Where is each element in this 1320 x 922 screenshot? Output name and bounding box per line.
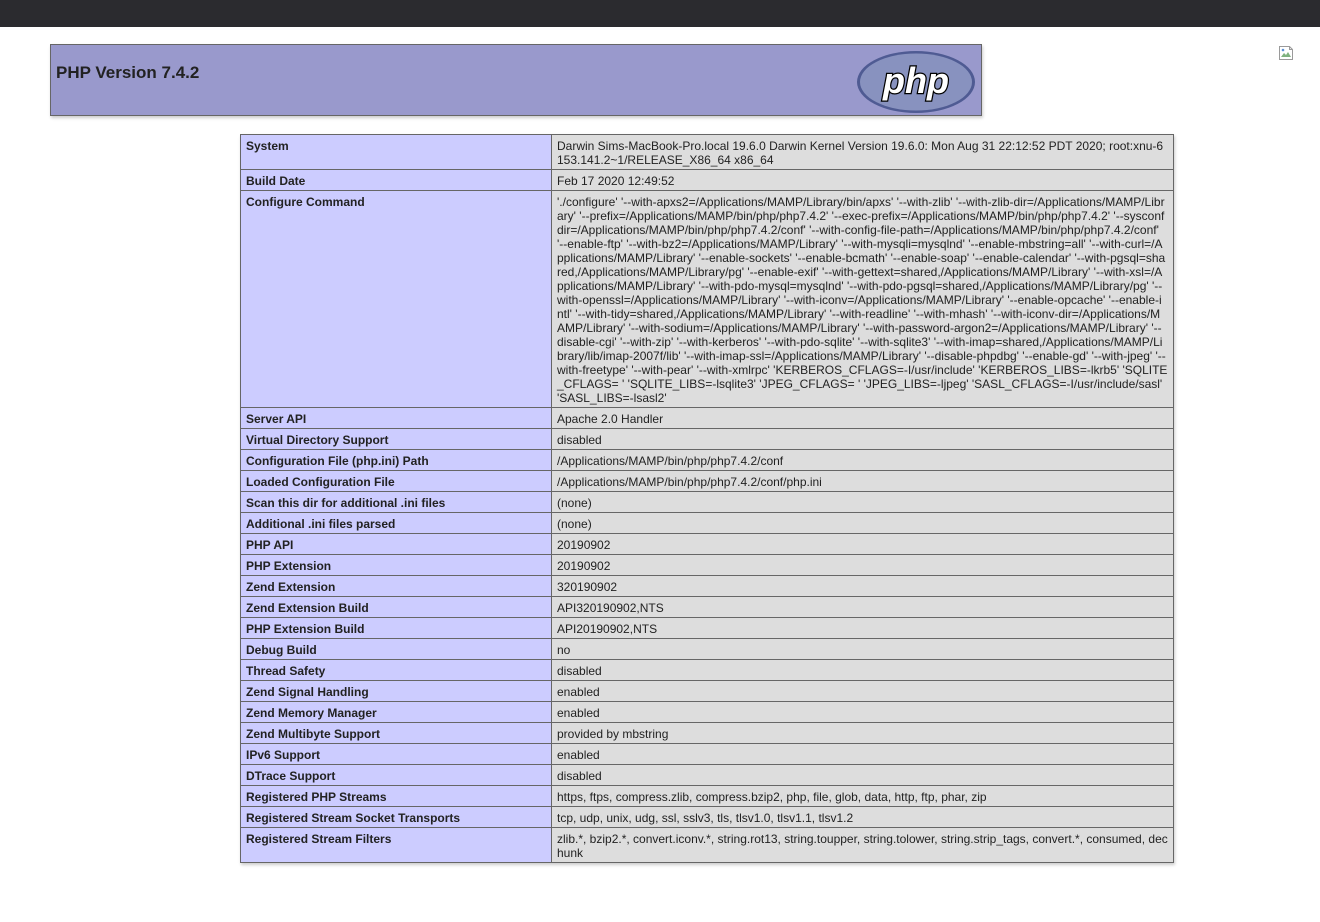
info-row	[241, 135, 1174, 170]
info-row	[241, 471, 1174, 492]
info-row-label: System	[241, 135, 552, 170]
info-row-label: Virtual Directory Support	[241, 429, 552, 450]
info-row	[241, 660, 1174, 681]
info-row	[241, 828, 1174, 863]
info-row-value: no	[552, 639, 1174, 660]
info-row	[241, 492, 1174, 513]
info-row-label: Configuration File (php.ini) Path	[241, 450, 552, 471]
info-row-label: PHP Extension	[241, 555, 552, 576]
info-row-value: /Applications/MAMP/bin/php/php7.4.2/conf	[552, 450, 1174, 471]
broken-image-icon	[1278, 45, 1294, 61]
info-row-value: https, ftps, compress.zlib, compress.bzip2, php, file, glob, data, http, ftp, phar, zip	[552, 786, 1174, 807]
info-row-label: Scan this dir for additional .ini files	[241, 492, 552, 513]
info-row-value: (none)	[552, 513, 1174, 534]
info-row	[241, 513, 1174, 534]
info-row-label: PHP Extension Build	[241, 618, 552, 639]
info-row-value: disabled	[552, 765, 1174, 786]
info-row-label: Thread Safety	[241, 660, 552, 681]
info-row	[241, 807, 1174, 828]
info-row-value: 20190902	[552, 555, 1174, 576]
info-row	[241, 786, 1174, 807]
info-row-label: Registered Stream Socket Transports	[241, 807, 552, 828]
info-row	[241, 639, 1174, 660]
info-row-value: './configure' '--with-apxs2=/Applications/MAMP/Library/bin/apxs' '--with-zlib' '--with-zlib-dir=/Applications/MAMP/Library' '--prefix=/Applications/MAMP/bin/php/php7.4.2' '--exec-prefix=/Applications/MAMP/bin/php/php7.4.2' '--sysconfdir=/Applications/MAMP/bin/php/php7.4.2/conf' '--with-config-file-path=/Applications/MAMP/bin/php/php7.4.2/conf' '--enable-ftp' '--with-bz2=/Applications/MAMP/Library' '--with-mysqli=mysqlnd' '--enable-mbstring=all' '--with-curl=/Applications/MAMP/Library' '--enable-sockets' '--enable-bcmath' '--enable-soap' '--enable-calendar' '--with-pgsql=shared,/Applications/MAMP/Library/pg' '--enable-exif' '--with-gettext=shared,/Applications/MAMP/Library' '--with-xsl=/Applications/MAMP/Library' '--with-pdo-mysql=mysqlnd' '--with-pdo-pgsql=shared,/Applications/MAMP/Library/pg' '--with-openssl=/Applications/MAMP/Library' '--with-iconv=/Applications/MAMP/Library' '--enable-opcache' '--enable-intl' '--with-tidy=shared,/Applications/MAMP/Library' '--with-readline' '--with-mhash' '--with-iconv-dir=/Applications/MAMP/Library' '--with-sodium=/Applications/MAMP/Library' '--with-password-argon2=/Applications/MAMP/Library' '--disable-cgi' '--with-zip' '--with-kerberos' '--with-pdo-sqlite' '--with-sqlite3' '--with-imap=shared,/Applications/MAMP/Library/lib/imap-2007f/lib' '--with-imap-ssl=/Applications/MAMP/Library' '--disable-phpdbg' '--enable-gd' '--with-jpeg' '--with-freetype' '--with-pear' '--with-xmlrpc' 'KERBEROS_CFLAGS=-I/usr/include' 'KERBEROS_LIBS=-lkrb5' 'SQLITE_CFLAGS= ' 'SQLITE_LIBS=-lsqlite3' 'JPEG_CFLAGS= ' 'JPEG_LIBS=-ljpeg' 'SASL_CFLAGS=-I/usr/include/sasl' 'SASL_LIBS=-lsasl2'	[552, 191, 1174, 408]
info-row-value: (none)	[552, 492, 1174, 513]
info-row	[241, 618, 1174, 639]
info-row-value: disabled	[552, 429, 1174, 450]
info-row	[241, 597, 1174, 618]
info-row-value: 320190902	[552, 576, 1174, 597]
info-row-label: Registered Stream Filters	[241, 828, 552, 863]
info-row-value: enabled	[552, 744, 1174, 765]
info-row-label: DTrace Support	[241, 765, 552, 786]
info-row-label: Server API	[241, 408, 552, 429]
info-row-label: IPv6 Support	[241, 744, 552, 765]
info-row	[241, 744, 1174, 765]
info-row-label: Zend Extension Build	[241, 597, 552, 618]
info-row	[241, 681, 1174, 702]
info-row	[241, 723, 1174, 744]
info-row	[241, 408, 1174, 429]
info-row-value: API20190902,NTS	[552, 618, 1174, 639]
php-logo-text: php	[883, 60, 949, 101]
info-row	[241, 534, 1174, 555]
info-row-value: disabled	[552, 660, 1174, 681]
info-row	[241, 191, 1174, 408]
info-row-label: Zend Multibyte Support	[241, 723, 552, 744]
info-row-value: zlib.*, bzip2.*, convert.iconv.*, string.rot13, string.toupper, string.tolower, string.strip_tags, convert.*, consumed, dechunk	[552, 828, 1174, 863]
info-row-label: Debug Build	[241, 639, 552, 660]
info-row-label: Loaded Configuration File	[241, 471, 552, 492]
info-row-label: Zend Extension	[241, 576, 552, 597]
info-row	[241, 576, 1174, 597]
info-row-value: Feb 17 2020 12:49:52	[552, 170, 1174, 191]
info-row	[241, 765, 1174, 786]
info-row-value: enabled	[552, 702, 1174, 723]
info-row-label: Registered PHP Streams	[241, 786, 552, 807]
php-info-table	[240, 134, 1174, 863]
info-row-label: Additional .ini files parsed	[241, 513, 552, 534]
info-row-value: Darwin Sims-MacBook-Pro.local 19.6.0 Darwin Kernel Version 19.6.0: Mon Aug 31 22:12:52 PDT 2020; root:xnu-6153.141.2~1/RELEASE_X86_64 x86_64	[552, 135, 1174, 170]
info-row-label: PHP API	[241, 534, 552, 555]
info-row-value: enabled	[552, 681, 1174, 702]
info-row-value: API320190902,NTS	[552, 597, 1174, 618]
php-logo-icon	[856, 50, 976, 114]
php-version-header	[50, 44, 982, 116]
info-row	[241, 170, 1174, 191]
browser-top-bar	[0, 0, 1320, 27]
info-row-label: Zend Signal Handling	[241, 681, 552, 702]
info-row-value: Apache 2.0 Handler	[552, 408, 1174, 429]
info-row-label: Build Date	[241, 170, 552, 191]
info-row	[241, 429, 1174, 450]
info-row-value: 20190902	[552, 534, 1174, 555]
info-row-label: Configure Command	[241, 191, 552, 408]
info-row	[241, 450, 1174, 471]
info-row	[241, 555, 1174, 576]
info-row-value: tcp, udp, unix, udg, ssl, sslv3, tls, tlsv1.0, tlsv1.1, tlsv1.2	[552, 807, 1174, 828]
info-row-value: /Applications/MAMP/bin/php/php7.4.2/conf/php.ini	[552, 471, 1174, 492]
info-row	[241, 702, 1174, 723]
info-row-label: Zend Memory Manager	[241, 702, 552, 723]
page-title: PHP Version 7.4.2	[56, 63, 200, 82]
info-row-value: provided by mbstring	[552, 723, 1174, 744]
